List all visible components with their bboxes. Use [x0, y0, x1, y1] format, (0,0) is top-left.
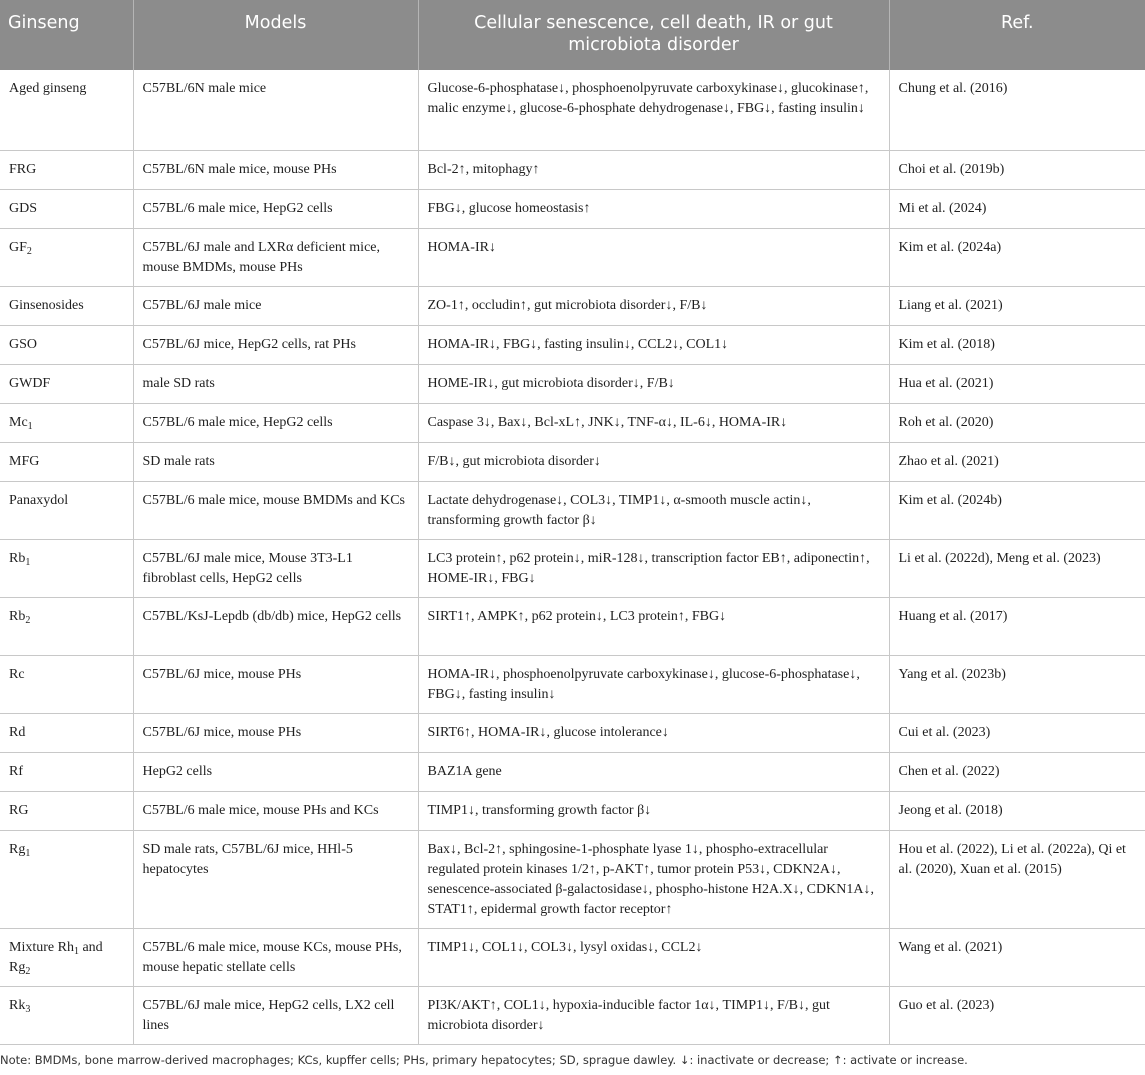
cell-models: C57BL/6J male mice — [133, 286, 418, 325]
cell-ref: Huang et al. (2017) — [889, 597, 1145, 655]
cell-ginseng — [0, 752, 133, 791]
cell-models: C57BL/6 male mice, HepG2 cells — [133, 189, 418, 228]
cell-ref: Kim et al. (2018) — [889, 325, 1145, 364]
cell-effects: Lactate dehydrogenase↓, COL3↓, TIMP1↓, α-smooth muscle actin↓, transforming growth factor β↓ — [418, 481, 889, 539]
cell-models: C57BL/KsJ-Lepdb (db/db) mice, HepG2 cells — [133, 597, 418, 655]
ginseng-name: GDS — [9, 200, 38, 216]
cell-models: C57BL/6J male mice, HepG2 cells, LX2 cell lines — [133, 986, 418, 1044]
cell-effects: Caspase 3↓, Bax↓, Bcl-xL↑, JNK↓, TNF-α↓, IL-6↓, HOMA-IR↓ — [418, 403, 889, 442]
ginseng-subscript: 3 — [25, 1003, 31, 1015]
cell-effects: FBG↓, glucose homeostasis↑ — [418, 189, 889, 228]
cell-ref: Chen et al. (2022) — [889, 752, 1145, 791]
table-row — [0, 189, 1145, 228]
ginseng-name: Panaxydol — [9, 492, 69, 508]
table-row — [0, 597, 1145, 655]
cell-effects: BAZ1A gene — [418, 752, 889, 791]
table-row — [0, 481, 1145, 539]
table-row — [0, 655, 1145, 713]
cell-ginseng — [0, 986, 133, 1044]
cell-ref: Wang et al. (2021) — [889, 928, 1145, 986]
table-row — [0, 986, 1145, 1044]
cell-ginseng — [0, 325, 133, 364]
cell-models: SD male rats, C57BL/6J mice, HHl-5 hepatocytes — [133, 830, 418, 928]
cell-effects: Bax↓, Bcl-2↑, sphingosine-1-phosphate lyase 1↓, phospho-extracellular regulated protein kinases 1/2↑, p-AKT↑, tumor protein P53↓, CDKN2A↓, senescence-associated β-galactosidase↓, phospho-histone H2A.X↓, CDKN1A↓, STAT1↑, epidermal growth factor receptor↑ — [418, 830, 889, 928]
cell-ginseng — [0, 597, 133, 655]
cell-ginseng — [0, 830, 133, 928]
table-row — [0, 364, 1145, 403]
cell-ginseng — [0, 539, 133, 597]
ginseng-name-tail: and Rg — [9, 939, 103, 975]
table-row — [0, 539, 1145, 597]
table-row — [0, 830, 1145, 928]
ginseng-subscript: 2 — [25, 614, 31, 626]
header-ginseng: Ginseng — [0, 0, 133, 70]
ginseng-subscript: 1 — [27, 420, 33, 432]
table-row — [0, 403, 1145, 442]
cell-models: C57BL/6J mice, mouse PHs — [133, 713, 418, 752]
ginseng-subscript: 2 — [26, 245, 32, 257]
table-row — [0, 228, 1145, 286]
cell-effects: Bcl-2↑, mitophagy↑ — [418, 150, 889, 189]
cell-ginseng — [0, 189, 133, 228]
cell-effects: SIRT6↑, HOMA-IR↓, glucose intolerance↓ — [418, 713, 889, 752]
cell-ginseng — [0, 713, 133, 752]
cell-ref: Zhao et al. (2021) — [889, 442, 1145, 481]
ginseng-name: Mc — [9, 414, 28, 430]
cell-models: C57BL/6J male and LXRα deficient mice, mouse BMDMs, mouse PHs — [133, 228, 418, 286]
cell-ref: Kim et al. (2024b) — [889, 481, 1145, 539]
cell-effects: HOME-IR↓, gut microbiota disorder↓, F/B↓ — [418, 364, 889, 403]
ginseng-name: Rf — [9, 763, 23, 779]
cell-ginseng — [0, 403, 133, 442]
cell-effects: HOMA-IR↓ — [418, 228, 889, 286]
cell-ginseng — [0, 655, 133, 713]
table-row — [0, 70, 1145, 150]
ginseng-name: Rb — [9, 608, 26, 624]
cell-models: C57BL/6J mice, mouse PHs — [133, 655, 418, 713]
ginseng-subscript: 2 — [25, 965, 31, 977]
ginseng-name: Rd — [9, 724, 26, 740]
table-row — [0, 752, 1145, 791]
ginseng-name: GF — [9, 239, 27, 255]
cell-ref: Kim et al. (2024a) — [889, 228, 1145, 286]
ginseng-name: RG — [9, 802, 29, 818]
cell-ginseng — [0, 228, 133, 286]
cell-ref: Guo et al. (2023) — [889, 986, 1145, 1044]
cell-effects: Glucose-6-phosphatase↓, phosphoenolpyruvate carboxykinase↓, glucokinase↑, malic enzyme↓, glucose-6-phosphate dehydrogenase↓, FBG↓, fasting insulin↓ — [418, 70, 889, 150]
cell-effects: F/B↓, gut microbiota disorder↓ — [418, 442, 889, 481]
cell-ginseng — [0, 70, 133, 150]
cell-effects: PI3K/AKT↑, COL1↓, hypoxia-inducible factor 1α↓, TIMP1↓, F/B↓, gut microbiota disorder↓ — [418, 986, 889, 1044]
cell-ginseng — [0, 928, 133, 986]
cell-ref: Choi et al. (2019b) — [889, 150, 1145, 189]
ginseng-name: GSO — [9, 336, 38, 352]
ginseng-name: GWDF — [9, 375, 51, 391]
cell-ginseng — [0, 286, 133, 325]
cell-effects: ZO-1↑, occludin↑, gut microbiota disorder↓, F/B↓ — [418, 286, 889, 325]
ginseng-name: Mixture Rh — [9, 939, 74, 955]
cell-ref: Hua et al. (2021) — [889, 364, 1145, 403]
cell-ref: Roh et al. (2020) — [889, 403, 1145, 442]
cell-models: C57BL/6N male mice — [133, 70, 418, 150]
cell-ref: Hou et al. (2022), Li et al. (2022a), Qi et al. (2020), Xuan et al. (2015) — [889, 830, 1145, 928]
cell-effects: TIMP1↓, transforming growth factor β↓ — [418, 791, 889, 830]
cell-ginseng — [0, 364, 133, 403]
cell-effects: HOMA-IR↓, phosphoenolpyruvate carboxykinase↓, glucose-6-phosphatase↓, FBG↓, fasting insulin↓ — [418, 655, 889, 713]
cell-ginseng — [0, 442, 133, 481]
ginseng-name: Rk — [9, 997, 26, 1013]
cell-ref: Cui et al. (2023) — [889, 713, 1145, 752]
header-models: Models — [133, 0, 418, 70]
cell-models: HepG2 cells — [133, 752, 418, 791]
table-row — [0, 150, 1145, 189]
cell-ref: Mi et al. (2024) — [889, 189, 1145, 228]
cell-effects: TIMP1↓, COL1↓, COL3↓, lysyl oxidas↓, CCL2↓ — [418, 928, 889, 986]
table-row — [0, 713, 1145, 752]
cell-models: C57BL/6 male mice, mouse PHs and KCs — [133, 791, 418, 830]
cell-ref: Yang et al. (2023b) — [889, 655, 1145, 713]
ginseng-subscript: 1 — [25, 556, 31, 568]
cell-models: C57BL/6 male mice, mouse KCs, mouse PHs, mouse hepatic stellate cells — [133, 928, 418, 986]
cell-models: male SD rats — [133, 364, 418, 403]
ginseng-subscript: 1 — [73, 945, 79, 957]
table-body — [0, 70, 1145, 1044]
ginseng-name: FRG — [9, 161, 37, 177]
ginseng-name: Aged ginseng — [9, 81, 87, 96]
table-note: Note: BMDMs, bone marrow-derived macrophages; KCs, kupffer cells; PHs, primary hepatocytes; SD, sprague dawley. ↓: inactivate or decrease; ↑: activate or increase. — [0, 1052, 968, 1067]
cell-models: C57BL/6N male mice, mouse PHs — [133, 150, 418, 189]
ginseng-name: Rc — [9, 666, 25, 682]
table-row — [0, 442, 1145, 481]
cell-ginseng — [0, 791, 133, 830]
ginseng-name: Rg — [9, 841, 26, 857]
cell-ref: Liang et al. (2021) — [889, 286, 1145, 325]
cell-models: C57BL/6 male mice, mouse BMDMs and KCs — [133, 481, 418, 539]
header-ref: Ref. — [889, 0, 1145, 70]
table-row — [0, 325, 1145, 364]
ginseng-name: Ginsenosides — [9, 297, 84, 313]
cell-models: SD male rats — [133, 442, 418, 481]
ginseng-name: MFG — [9, 453, 40, 469]
table-row — [0, 286, 1145, 325]
header-effects: Cellular senescence, cell death, IR or gut microbiota disorder — [418, 0, 889, 70]
cell-effects: HOMA-IR↓, FBG↓, fasting insulin↓, CCL2↓, COL1↓ — [418, 325, 889, 364]
cell-models: C57BL/6J male mice, Mouse 3T3-L1 fibroblast cells, HepG2 cells — [133, 539, 418, 597]
cell-ginseng — [0, 481, 133, 539]
cell-models: C57BL/6J mice, HepG2 cells, rat PHs — [133, 325, 418, 364]
table-row — [0, 928, 1145, 986]
table-row — [0, 791, 1145, 830]
cell-ref: Chung et al. (2016) — [889, 70, 1145, 150]
cell-models: C57BL/6 male mice, HepG2 cells — [133, 403, 418, 442]
ginseng-subscript: 1 — [25, 847, 31, 859]
cell-ref: Li et al. (2022d), Meng et al. (2023) — [889, 539, 1145, 597]
cell-effects: SIRT1↑, AMPK↑, p62 protein↓, LC3 protein↑, FBG↓ — [418, 597, 889, 655]
cell-ginseng — [0, 150, 133, 189]
cell-effects: LC3 protein↑, p62 protein↓, miR-128↓, transcription factor EB↑, adiponectin↑, HOME-IR↓, FBG↓ — [418, 539, 889, 597]
table-header — [0, 0, 1145, 70]
cell-ref: Jeong et al. (2018) — [889, 791, 1145, 830]
ginseng-name: Rb — [9, 550, 26, 566]
